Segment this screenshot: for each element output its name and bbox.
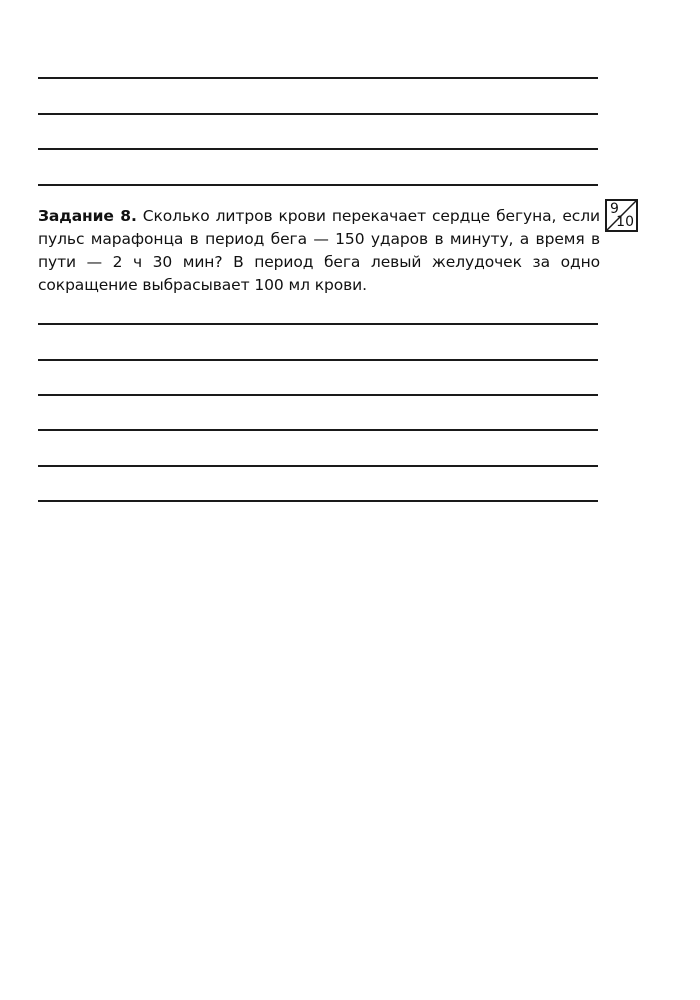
score-points: 9: [610, 201, 619, 217]
task-text: Сколько литров крови перекачает сердце бегуна, если пульс марафонца в период бега — 150 ударов в минуту, а время в пути — 2 ч 30 мин? В период бега левый желудочек за одно сокращение выбрасывает 100 мл крови.: [38, 207, 600, 294]
answer-line: [38, 429, 598, 431]
task-8: [38, 205, 600, 297]
answer-line: [38, 113, 598, 115]
answer-line: [38, 394, 598, 396]
answer-line: [38, 465, 598, 467]
answer-line: [38, 77, 598, 79]
answer-line: [38, 323, 598, 325]
answer-line: [38, 359, 598, 361]
score-max: 10: [616, 214, 634, 230]
score-box: [605, 199, 638, 232]
task-label: Задание 8.: [38, 207, 137, 225]
answer-line: [38, 148, 598, 150]
answer-line: [38, 500, 598, 502]
answer-line: [38, 184, 598, 186]
